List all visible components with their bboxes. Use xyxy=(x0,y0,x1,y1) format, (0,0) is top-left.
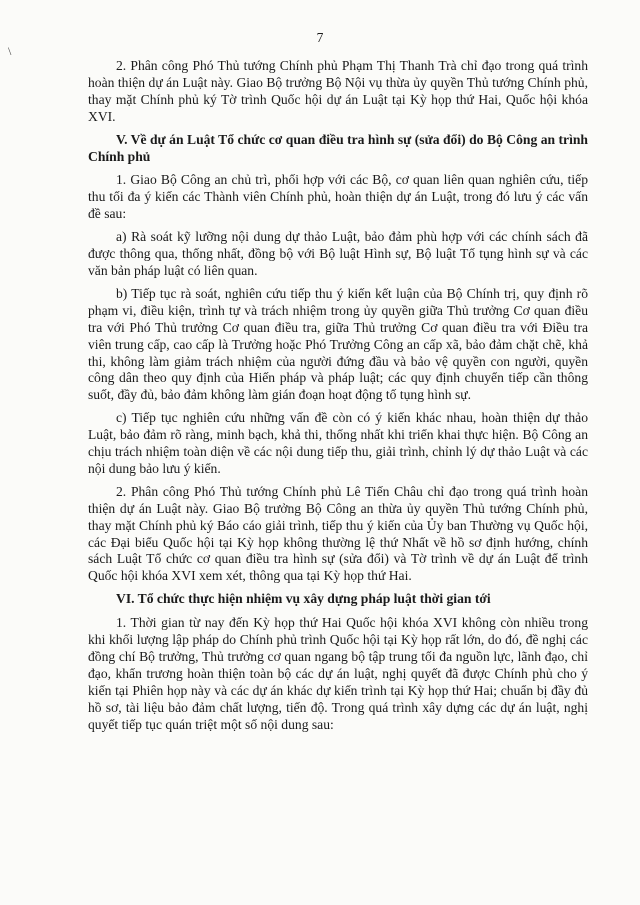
paragraph: b) Tiếp tục rà soát, nghiên cứu tiếp thu ý kiến kết luận của Bộ Chính trị, quy định rõ phạm vi, điều kiện, trình tự và trách nhiệm trong ủy quyền giữa Thủ trưởng Cơ quan điều tra với Phó Thủ trưởng Cơ quan điều tra, giữa Thủ trưởng Cơ quan điều tra với Điều tra viên trung cấp, cao cấp là Trưởng hoặc Phó Trưởng Công an cấp xã, bảo đảm chặt chẽ, khả thi, không làm giảm trách nhiệm của người đứng đầu và bảo vệ quyền con người, quyền công dân theo quy định của Hiến pháp và pháp luật; các quy định chuyển tiếp cần thông suốt, đầy đủ, bảo đảm không làm gián đoạn hoạt động tố tụng hình sự. xyxy=(88,285,588,403)
paragraph: 2. Phân công Phó Thủ tướng Chính phủ Phạm Thị Thanh Trà chỉ đạo trong quá trình hoàn thiện dự án Luật này. Giao Bộ trưởng Bộ Nội vụ thừa ủy quyền Thủ tướng Chính phủ, thay mặt Chính phủ ký Tờ trình Quốc hội dự án Luật tại Kỳ họp thứ Hai, Quốc hội khóa XVI. xyxy=(88,58,588,124)
paragraph: 1. Thời gian từ nay đến Kỳ họp thứ Hai Quốc hội khóa XVI không còn nhiều trong khi khối lượng lập pháp do Chính phủ trình Quốc hội tại Kỳ họp rất lớn, do đó, đề nghị các đồng chí Bộ trưởng, Thủ trưởng cơ quan ngang bộ tập trung tối đa nguồn lực, lãnh đạo, chỉ đạo, khẩn trương hoàn thiện toàn bộ các dự án luật, nghị quyết đã được Chính phủ cho ý kiến tại Phiên họp này và các dự án khác dự kiến trình tại Kỳ họp thứ Hai; chuẩn bị đầy đủ hồ sơ, tài liệu bảo đảm chất lượng, tiến độ. Trong quá trình xây dựng các dự án luật, nghị quyết tiếp tục quán triệt một số nội dung sau: xyxy=(88,615,588,732)
paragraph: 2. Phân công Phó Thủ tướng Chính phủ Lê Tiến Châu chỉ đạo trong quá trình hoàn thiện dự án Luật này. Giao Bộ trưởng Bộ Công an thừa ủy quyền Thủ tướng Chính phủ, thay mặt Chính phủ ký Báo cáo giải trình, tiếp thu ý kiến của Ủy ban Thường vụ Quốc hội, các Đại biểu Quốc hội tại Kỳ họp không thường lệ thứ Nhất về hồ sơ định hướng, chính sách Luật Tổ chức cơ quan điều tra hình sự (sửa đổi) và Tờ trình về dự án Luật để trình Quốc hội khóa XVI xem xét, thông qua tại Kỳ họp thứ Hai. xyxy=(88,483,588,584)
section-heading-vi: VI. Tổ chức thực hiện nhiệm vụ xây dựng pháp luật thời gian tới xyxy=(116,591,491,607)
margin-mark: \ xyxy=(8,44,12,58)
section-heading-v: V. Về dự án Luật Tổ chức cơ quan điều tra hình sự (sửa đổi) do Bộ Công an trình Chính phủ xyxy=(88,131,588,164)
page-number: 7 xyxy=(316,30,324,45)
paragraph: c) Tiếp tục nghiên cứu những vấn đề còn có ý kiến khác nhau, hoàn thiện dự thảo Luật, bảo đảm rõ ràng, minh bạch, khả thi, thống nhất khi triển khai thực hiện. Bộ Công an chịu trách nhiệm toàn diện về các nội dung tiếp thu, giải trình, chỉnh lý dự thảo Luật và các nội dung bảo lưu ý kiến. xyxy=(88,410,588,476)
paragraph: 1. Giao Bộ Công an chủ trì, phối hợp với các Bộ, cơ quan liên quan nghiên cứu, tiếp thu tối đa ý kiến các Thành viên Chính phủ, hoàn thiện dự án Luật, trong đó lưu ý các vấn đề sau: xyxy=(88,172,588,222)
paragraph: a) Rà soát kỹ lưỡng nội dung dự thảo Luật, bảo đảm phù hợp với các chính sách đã được thông qua, thống nhất, đồng bộ với Bộ luật Hình sự, Bộ luật Tố tụng hình sự và các văn bản pháp luật có liên quan. xyxy=(88,229,588,278)
document-body xyxy=(88,58,588,740)
